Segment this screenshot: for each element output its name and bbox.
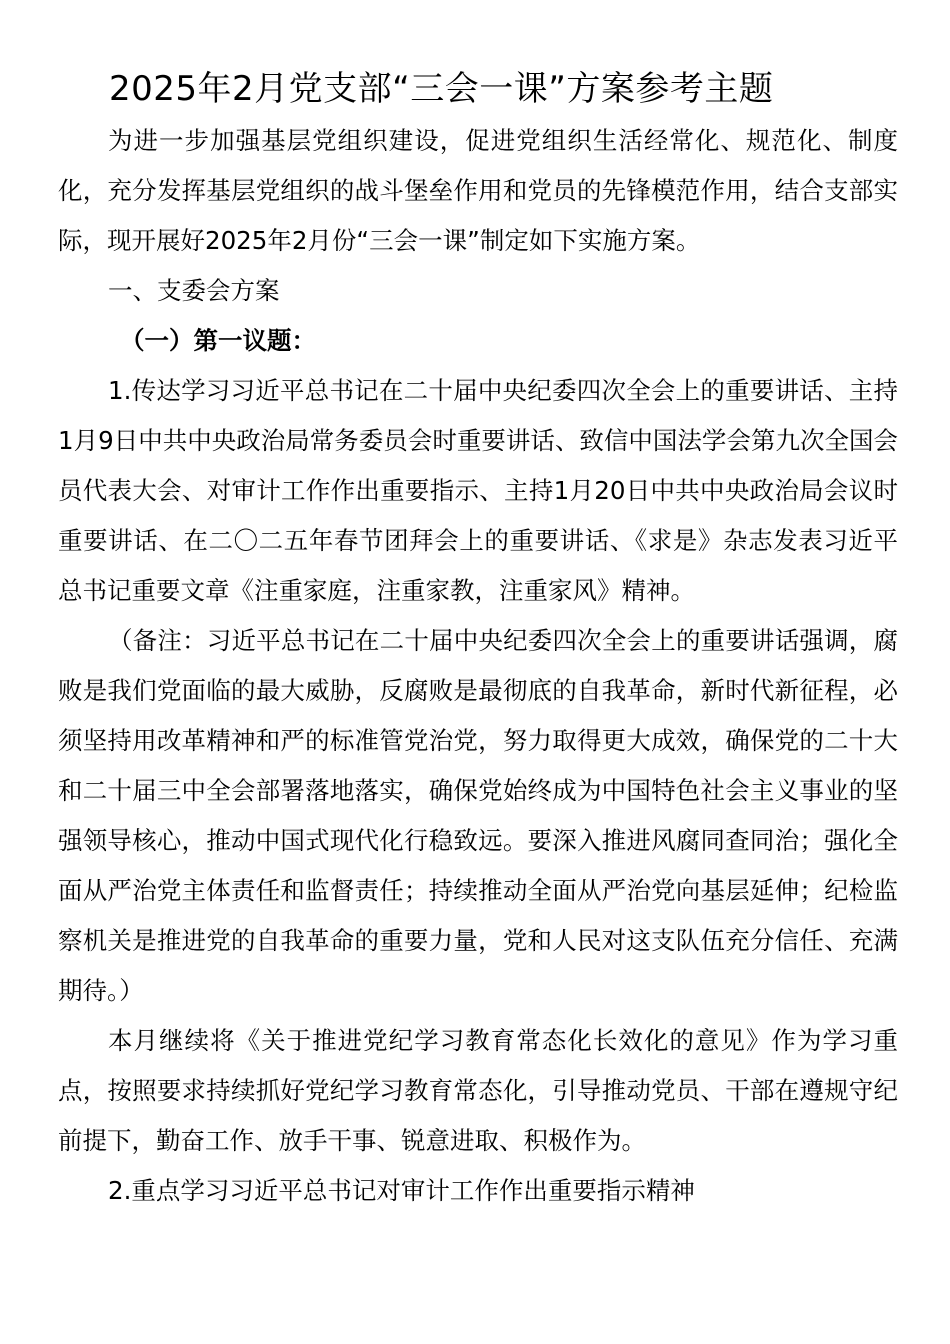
item-2-paragraph: 2.重点学习习近平总书记对审计工作作出重要指示精神: [108, 1176, 695, 1205]
subsection-heading-first-topic: （一）第一议题：: [120, 326, 316, 355]
intro-paragraph: 为进一步加强基层党组织建设，促进党组织生活经常化、规范化、制度化，充分发挥基层党组织的战斗堡垒作用和党员的先锋模范作用，结合支部实际，现开展好2025年2月份“三会一课”制定如下实施方案。: [58, 126, 898, 255]
section-heading-branch-committee: 一、支委会方案: [108, 276, 280, 305]
note-paragraph: （备注：习近平总书记在二十届中央纪委四次全会上的重要讲话强调，腐败是我们党面临的最大威胁，反腐败是最彻底的自我革命，新时代新征程，必须坚持用改革精神和严的标准管党治党，努力取得更大成效，确保党的二十大和二十届三中全会部署落地落实，确保党始终成为中国特色社会主义事业的坚强领导核心，推动中国式现代化行稳致远。要深入推进风腐同查同治；强化全面从严治党主体责任和监督责任；持续推动全面从严治党向基层延伸；纪检监察机关是推进党的自我革命的重要力量，党和人民对这支队伍充分信任、充满期待。）: [58, 626, 898, 1005]
item-1-paragraph: 1.传达学习习近平总书记在二十届中央纪委四次全会上的重要讲话、主持1月9日中共中央政治局常务委员会时重要讲话、致信中国法学会第九次全国会员代表大会、对审计工作作出重要指示、主持1月20日中共中央政治局会议时重要讲话、在二〇二五年春节团拜会上的重要讲话、《求是》杂志发表习近平总书记重要文章《注重家庭，注重家教，注重家风》精神。: [58, 376, 898, 605]
document-page: [58, 62, 898, 1216]
focus-paragraph: 本月继续将《关于推进党纪学习教育常态化长效化的意见》作为学习重点，按照要求持续抓好党纪学习教育常态化，引导推动党员、干部在遵规守纪前提下，勤奋工作、放手干事、锐意进取、积极作为。: [58, 1026, 898, 1155]
document-title: 2025年2月党支部“三会一课”方案参考主题: [109, 69, 774, 109]
